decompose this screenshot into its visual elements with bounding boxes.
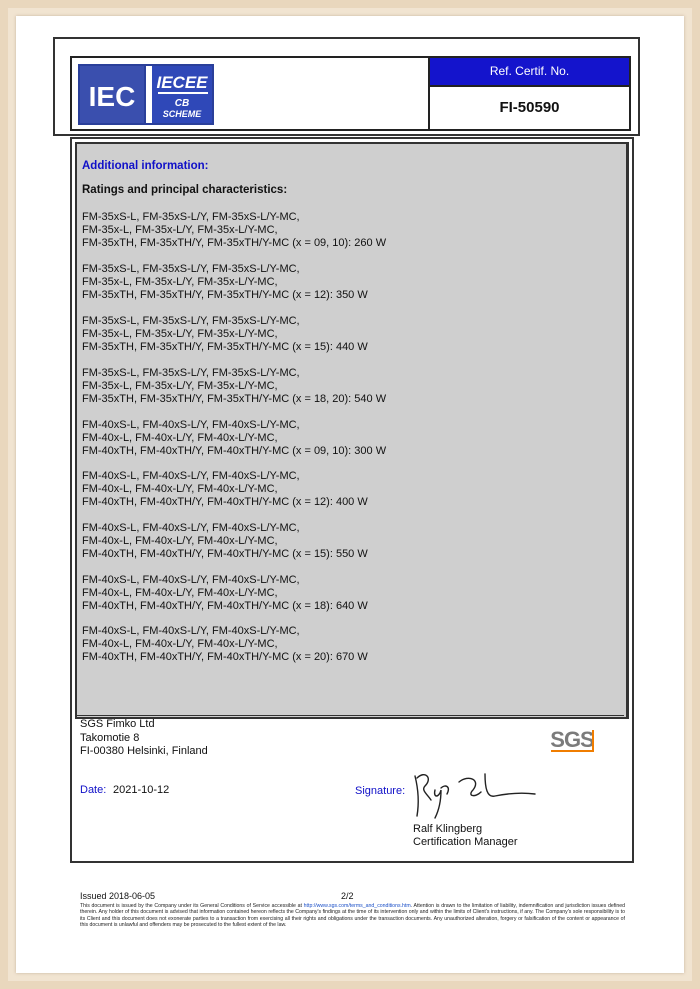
rating-group: FM-40xS-L, FM-40xS-L/Y, FM-40xS-L/Y-MC, FM-40x-L, FM-40x-L/Y, FM-40x-L/Y-MC, FM-40xTH, FM-40xTH/Y, FM-40xTH/Y-MC (x = 09, 10): 300 W (82, 419, 387, 458)
rating-group: FM-35xS-L, FM-35xS-L/Y, FM-35xS-L/Y-MC, FM-35x-L, FM-35x-L/Y, FM-35x-L/Y-MC, FM-35xTH, FM-35xTH/Y, FM-35xTH/Y-MC (x = 18, 20): 540 W (82, 367, 387, 406)
rating-group: FM-40xS-L, FM-40xS-L/Y, FM-40xS-L/Y-MC, FM-40x-L, FM-40x-L/Y, FM-40x-L/Y-MC, FM-40xTH, FM-40xTH/Y, FM-40xTH/Y-MC (x = 15): 550 W (82, 522, 368, 561)
handwritten-signature (409, 764, 539, 824)
rating-group: FM-40xS-L, FM-40xS-L/Y, FM-40xS-L/Y-MC, FM-40x-L, FM-40x-L/Y, FM-40x-L/Y-MC, FM-40xTH, FM-40xTH/Y, FM-40xTH/Y-MC (x = 18): 640 W (82, 574, 368, 613)
logo-cell (72, 58, 430, 129)
disclaimer-part-1: This document is issued by the Company under its General Conditions of Service accessible at (80, 903, 304, 909)
additional-information-title: Additional information: (82, 160, 209, 172)
svg-text:IEC: IEC (88, 81, 136, 112)
iec-iecee-cb-scheme-logo (78, 64, 214, 125)
rating-group: FM-40xS-L, FM-40xS-L/Y, FM-40xS-L/Y-MC, FM-40x-L, FM-40x-L/Y, FM-40x-L/Y-MC, FM-40xTH, FM-40xTH/Y, FM-40xTH/Y-MC (x = 12): 400 W (82, 470, 368, 509)
svg-text:SCHEME: SCHEME (162, 109, 202, 119)
date-label: Date: (80, 784, 107, 796)
svg-text:CB: CB (174, 98, 190, 109)
certificate-header (70, 56, 631, 131)
reference-cell (430, 58, 629, 129)
issuer-name: SGS Fimko Ltd (80, 718, 155, 730)
svg-text:IECEE: IECEE (156, 73, 208, 92)
issuer-section (75, 715, 624, 855)
additional-information-panel (75, 142, 629, 719)
signatory-title: Certification Manager (413, 836, 518, 848)
legal-disclaimer (80, 903, 625, 929)
svg-text:SGS: SGS (550, 727, 594, 752)
ratings-title: Ratings and principal characteristics: (82, 184, 288, 196)
rating-group: FM-40xS-L, FM-40xS-L/Y, FM-40xS-L/Y-MC, FM-40x-L, FM-40x-L/Y, FM-40x-L/Y-MC, FM-40xTH, FM-40xTH/Y, FM-40xTH/Y-MC (x = 20): 670 W (82, 625, 368, 664)
sgs-logo (543, 724, 601, 754)
date-value: 2021-10-12 (113, 784, 170, 796)
signature-label: Signature: (355, 785, 406, 797)
rating-group: FM-35xS-L, FM-35xS-L/Y, FM-35xS-L/Y-MC, FM-35x-L, FM-35x-L/Y, FM-35x-L/Y-MC, FM-35xTH, FM-35xTH/Y, FM-35xTH/Y-MC (x = 12): 350 W (82, 263, 368, 302)
signatory-name: Ralf Klingberg (413, 823, 483, 835)
issuer-street: Takomotie 8 (80, 731, 140, 744)
rating-group: FM-35xS-L, FM-35xS-L/Y, FM-35xS-L/Y-MC, FM-35x-L, FM-35x-L/Y, FM-35x-L/Y-MC, FM-35xTH, FM-35xTH/Y, FM-35xTH/Y-MC (x = 15): 440 W (82, 315, 368, 354)
issuer-address (80, 718, 208, 759)
rating-group: FM-35xS-L, FM-35xS-L/Y, FM-35xS-L/Y-MC, FM-35x-L, FM-35x-L/Y, FM-35x-L/Y-MC, FM-35xTH, FM-35xTH/Y, FM-35xTH/Y-MC (x = 09, 10): 260 W (82, 211, 387, 250)
signatory (413, 823, 518, 849)
issued-date: Issued 2018-06-05 (80, 891, 156, 901)
page-number: 2/2 (341, 891, 354, 901)
disclaimer-part-2: . Attention is drawn to the limitation of liability, indemnification and jurisdiction issues defined therein. Any holder of this document is advised that information contained hereon reflects the Company's findings at the time of its intervention only and within the limits of Client's instructions, if any. The Company's sole responsibility is to its Client and this document does not exonerate parties to a transaction from exercising all their rights and obligations under the transaction documents. Any unauthorized alteration, forgery or falsification of the content or appearance of this document is unlawful and offenders may be prosecuted to the fullest extent of the law. (80, 903, 625, 929)
terms-link[interactable]: http://www.sgs.com/terms_and_conditions.htm (303, 903, 411, 909)
ref-certif-number: FI-50590 (499, 99, 560, 116)
issuer-city: FI-00380 Helsinki, Finland (80, 745, 208, 757)
ref-certif-label: Ref. Certif. No. (430, 58, 629, 87)
